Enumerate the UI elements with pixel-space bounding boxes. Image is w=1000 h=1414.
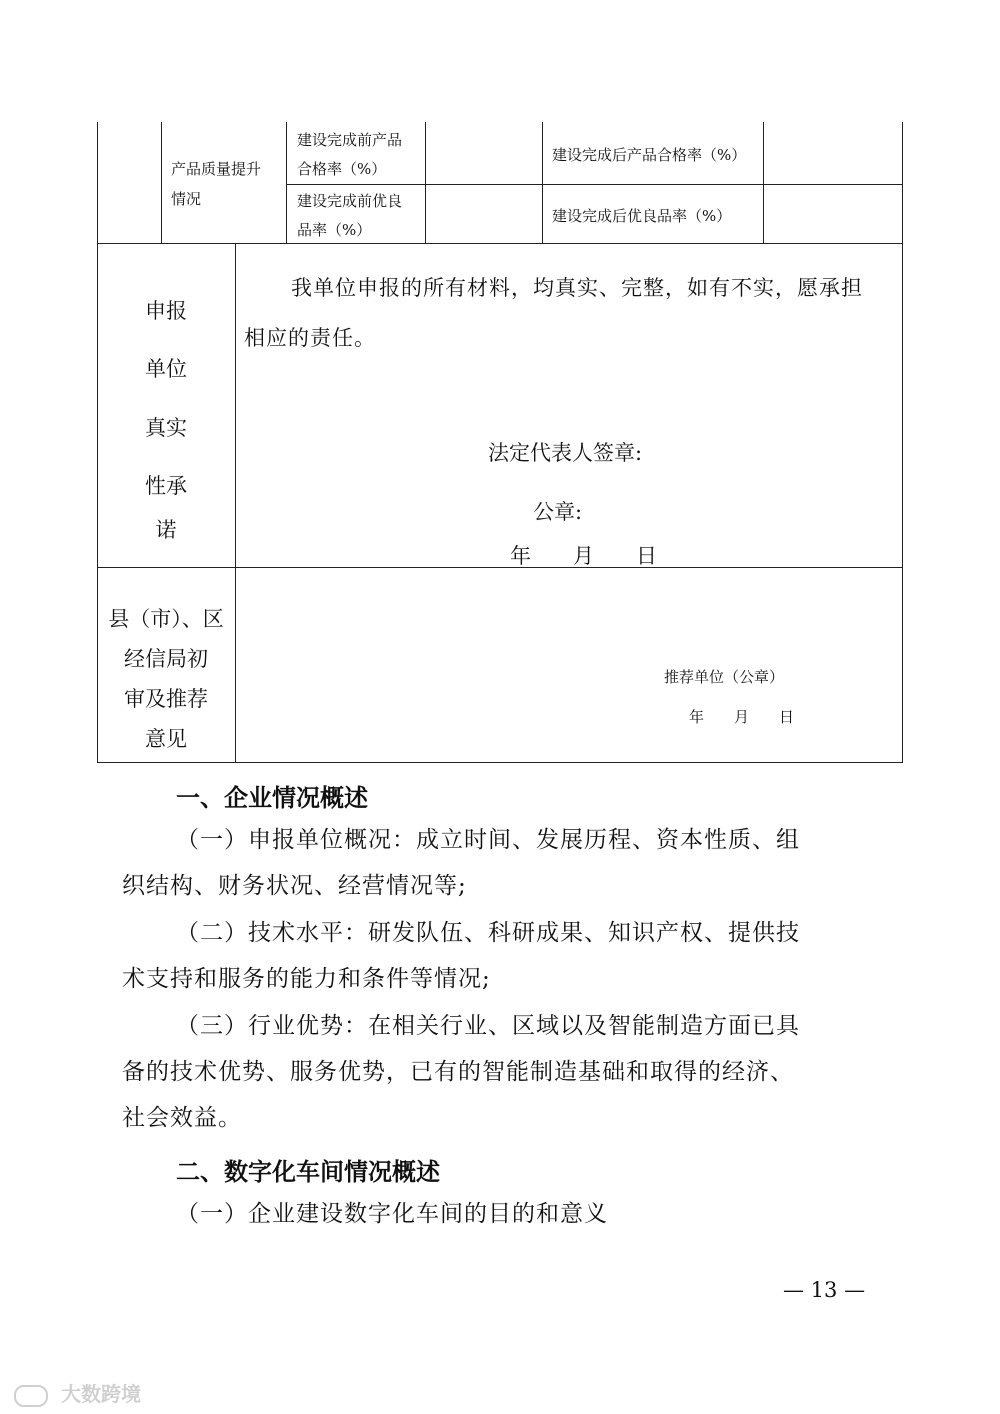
commitment-text-line2: 相应的责任。 — [244, 326, 376, 350]
county-label-3: 审及推荐 — [124, 687, 208, 711]
watermark-logo-icon — [14, 1385, 48, 1407]
commitment-label-3: 真实 — [145, 416, 187, 440]
county-label-4: 意见 — [145, 727, 187, 751]
before-pass-rate-line2: 合格率（%） — [297, 160, 387, 178]
page-number: — 13 — — [783, 1278, 866, 1302]
para-4-line1: （一）企业建设数字化车间的目的和意义 — [176, 1201, 608, 1227]
heading-enterprise-overview: 一、企业情况概述 — [176, 784, 368, 812]
para-3-line3: 社会效益。 — [122, 1105, 242, 1131]
before-excellent-line2: 品率（%） — [297, 221, 372, 239]
commitment-label-5: 诺 — [155, 518, 177, 542]
para-3-line1: （三）行业优势：在相关行业、区域以及智能制造方面已具 — [176, 1013, 800, 1039]
official-seal: 公章: — [533, 500, 583, 524]
after-pass-rate-label: 建设完成后产品合格率（%） — [552, 146, 747, 164]
commitment-label-1: 申报 — [145, 299, 187, 323]
watermark — [14, 1378, 141, 1407]
para-1-line1: （一）申报单位概况：成立时间、发展历程、资本性质、组 — [176, 827, 800, 853]
county-label-1: 县（市）、区 — [108, 607, 224, 631]
commitment-label-2: 单位 — [145, 357, 187, 381]
recommend-unit: 推荐单位（公章） — [664, 668, 785, 686]
watermark-text: 大数跨境 — [60, 1382, 141, 1406]
legal-rep-signature: 法定代表人签章: — [488, 441, 643, 465]
quality-label-line2: 情况 — [171, 190, 202, 208]
para-3-line2: 备的技术优势、服务优势，已有的智能制造基础和取得的经济、 — [122, 1059, 794, 1085]
quality-label-line1: 产品质量提升 — [171, 160, 262, 178]
para-2-line1: （二）技术水平：研发队伍、科研成果、知识产权、提供技 — [176, 920, 800, 946]
after-excellent-label: 建设完成后优良品率（%） — [552, 207, 732, 225]
county-label-2: 经信局初 — [124, 647, 208, 671]
para-1-line2: 织结构、财务状况、经营情况等; — [122, 873, 467, 899]
commitment-text-line1: 我单位申报的所有材料，均真实、完整，如有不实，愿承担 — [291, 276, 863, 300]
recommend-date: 年 月 日 — [689, 708, 795, 726]
para-2-line2: 术支持和服务的能力和条件等情况; — [122, 966, 491, 992]
heading-workshop-overview: 二、数字化车间情况概述 — [176, 1158, 440, 1186]
before-pass-rate-line1: 建设完成前产品 — [297, 131, 403, 149]
commitment-label-4: 性承 — [145, 474, 187, 498]
before-excellent-line1: 建设完成前优良 — [297, 192, 403, 210]
commitment-date: 年 月 日 — [510, 544, 657, 568]
